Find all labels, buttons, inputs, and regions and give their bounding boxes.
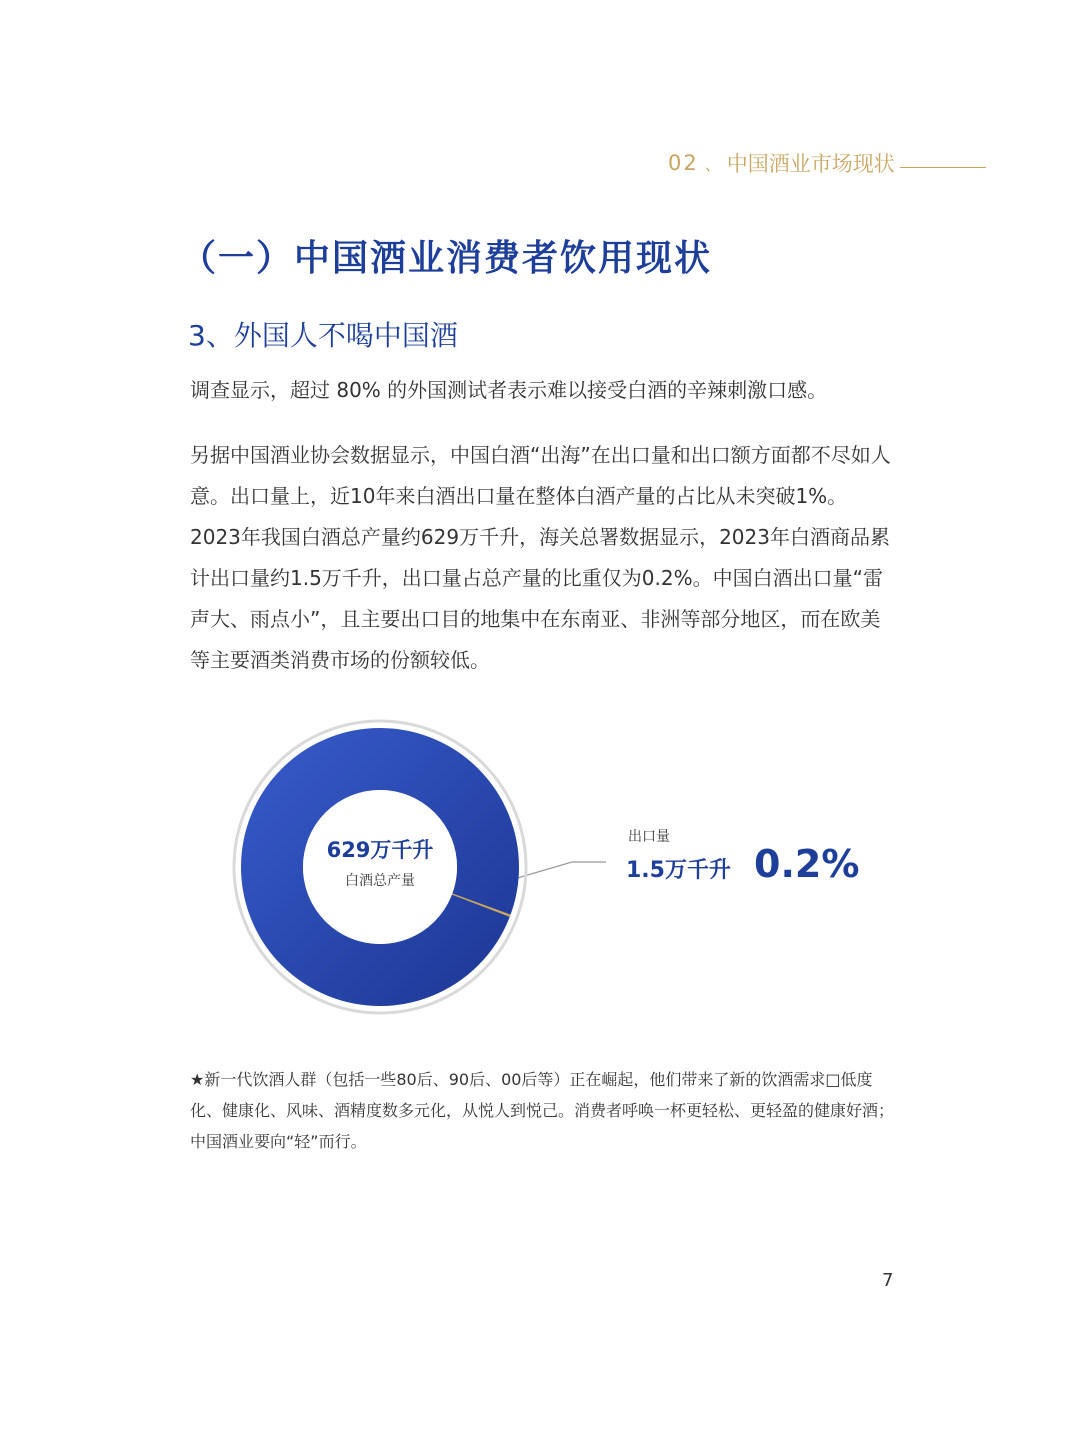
header-separator: 、 — [704, 154, 721, 174]
export-label: 出口量 — [628, 829, 670, 845]
section-name: 中国酒业市场现状 — [726, 152, 895, 176]
total-production-label: 白酒总产量 — [345, 873, 415, 889]
page-title: （一）中国酒业消费者饮用现状 — [180, 238, 713, 279]
section-header — [668, 148, 895, 178]
section-number: 02 — [668, 151, 699, 175]
donut-svg — [230, 714, 530, 1020]
paragraph-export-data: 另据中国酒业协会数据显示，中国白酒“出海”在出口量和出口额方面都不尽如人意。出口量上，近10年来白酒出口量在整体白酒产量的占比从未突破1%。2023年我国白酒总产量约629万千升，海关总署数据显示，2023年白酒商品累计出口量约1.5万千升，出口量占总产量的比重仅为0.2%。中国白酒出口量“雷声大、雨点小”，且主要出口目的地集中在东南亚、非洲等部分地区，而在欧美等主要酒类消费市场的份额较低。 — [190, 443, 891, 672]
donut-hole — [303, 790, 457, 944]
total-production-value: 629万千升 — [326, 838, 434, 862]
subsection-title: 3、外国人不喝中国酒 — [188, 319, 458, 352]
paragraph-survey: 调查显示，超过 80% 的外国测试者表示难以接受白酒的辛辣刺激口感。 — [190, 378, 828, 402]
export-percent: 0.2% — [754, 842, 860, 886]
header-rule — [900, 167, 986, 168]
export-value: 1.5万千升 — [626, 858, 731, 883]
footnote: ★新一代饮酒人群（包括一些80后、90后、00后等）正在崛起，他们带来了新的饮酒需求□低度化、健康化、风味、酒精度数多元化，从悦人到悦己。消费者呼唤一杯更轻松、更轻盈的健康好酒；中国酒业要向“轻”而行。 — [190, 1070, 895, 1151]
page-number: 7 — [882, 1270, 894, 1291]
donut-chart — [230, 714, 530, 1020]
